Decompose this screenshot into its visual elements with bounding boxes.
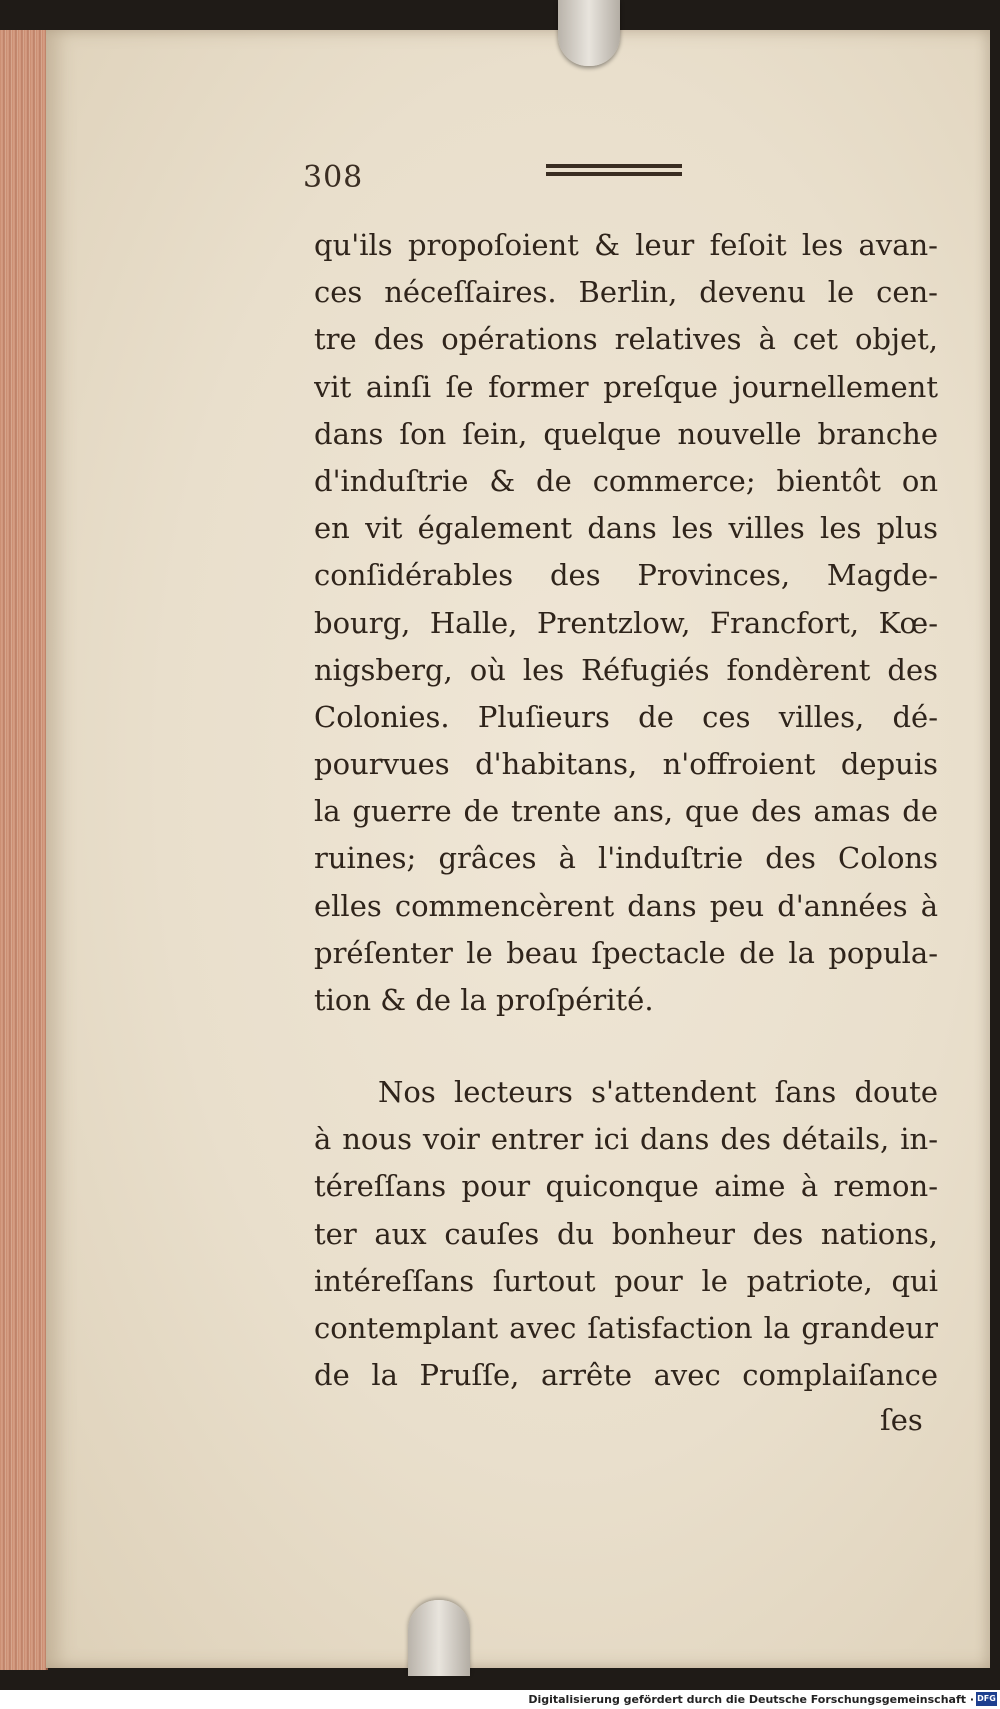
text-line: intéreſſans ſurtout pour le patriote, qui <box>314 1263 938 1298</box>
text-line: de la Pruſſe, arrête avec complaiſance <box>314 1358 938 1393</box>
header-ornament-rule <box>546 164 682 176</box>
text-line: nigsberg, où les Réfugiés fondèrent des <box>314 652 938 687</box>
dfg-logo: DFG <box>976 1692 997 1706</box>
top-page-clip <box>558 0 620 66</box>
text-line: qu'ils propoſoient & leur feſoit les avan- <box>314 228 938 262</box>
text-line: contemplant avec ſatisfaction la grandeur <box>314 1310 938 1345</box>
bottom-page-clip <box>408 1600 470 1676</box>
text-line: dans ſon ſein, quelque nouvelle branche <box>314 416 938 451</box>
text-line: d'induſtrie & de commerce; bientôt on <box>314 463 938 498</box>
text-line: à nous voir entrer ici dans des détails, in- <box>314 1122 938 1157</box>
catchword: ſes <box>880 1403 923 1437</box>
text-line: tre des opérations relatives à cet objet, <box>314 322 938 357</box>
page-stack-edge <box>0 30 48 1670</box>
text-line: ruines; grâces à l'induſtrie des Colons <box>314 841 938 876</box>
text-line: Nos lecteurs s'attendent ſans doute <box>378 1075 938 1109</box>
text-line: conſidérables des Provinces, Magde- <box>314 558 938 593</box>
text-line: la guerre de trente ans, que des amas de <box>314 794 938 829</box>
digitization-credit: Digitalisierung gefördert durch die Deutsche Forschungsgemeinschaft · <box>528 1693 974 1706</box>
text-line: tion & de la proſpérité. <box>314 983 654 1017</box>
text-line: en vit également dans les villes les plus <box>314 511 938 546</box>
text-line: bourg, Halle, Prentzlow, Francfort, Kœ- <box>314 605 938 640</box>
text-line: ter aux cauſes du bonheur des nations, <box>314 1216 938 1251</box>
paragraph-2 <box>314 1069 938 1399</box>
text-line: Colonies. Pluſieurs de ces villes, dé- <box>314 699 938 734</box>
page-number: 308 <box>303 160 364 195</box>
text-line: téreſſans pour quiconque aime à remon- <box>314 1169 938 1204</box>
text-line: elles commencèrent dans peu d'années à <box>314 888 938 923</box>
text-line: pourvues d'habitans, n'offroient depuis <box>314 747 938 782</box>
text-line: préſenter le beau ſpectacle de la popula- <box>314 935 938 970</box>
paragraph-1 <box>314 222 938 1024</box>
text-line: ces néceſſaires. Berlin, devenu le cen- <box>314 275 938 310</box>
text-line: vit ainſi ſe former preſque journellement <box>314 369 938 404</box>
